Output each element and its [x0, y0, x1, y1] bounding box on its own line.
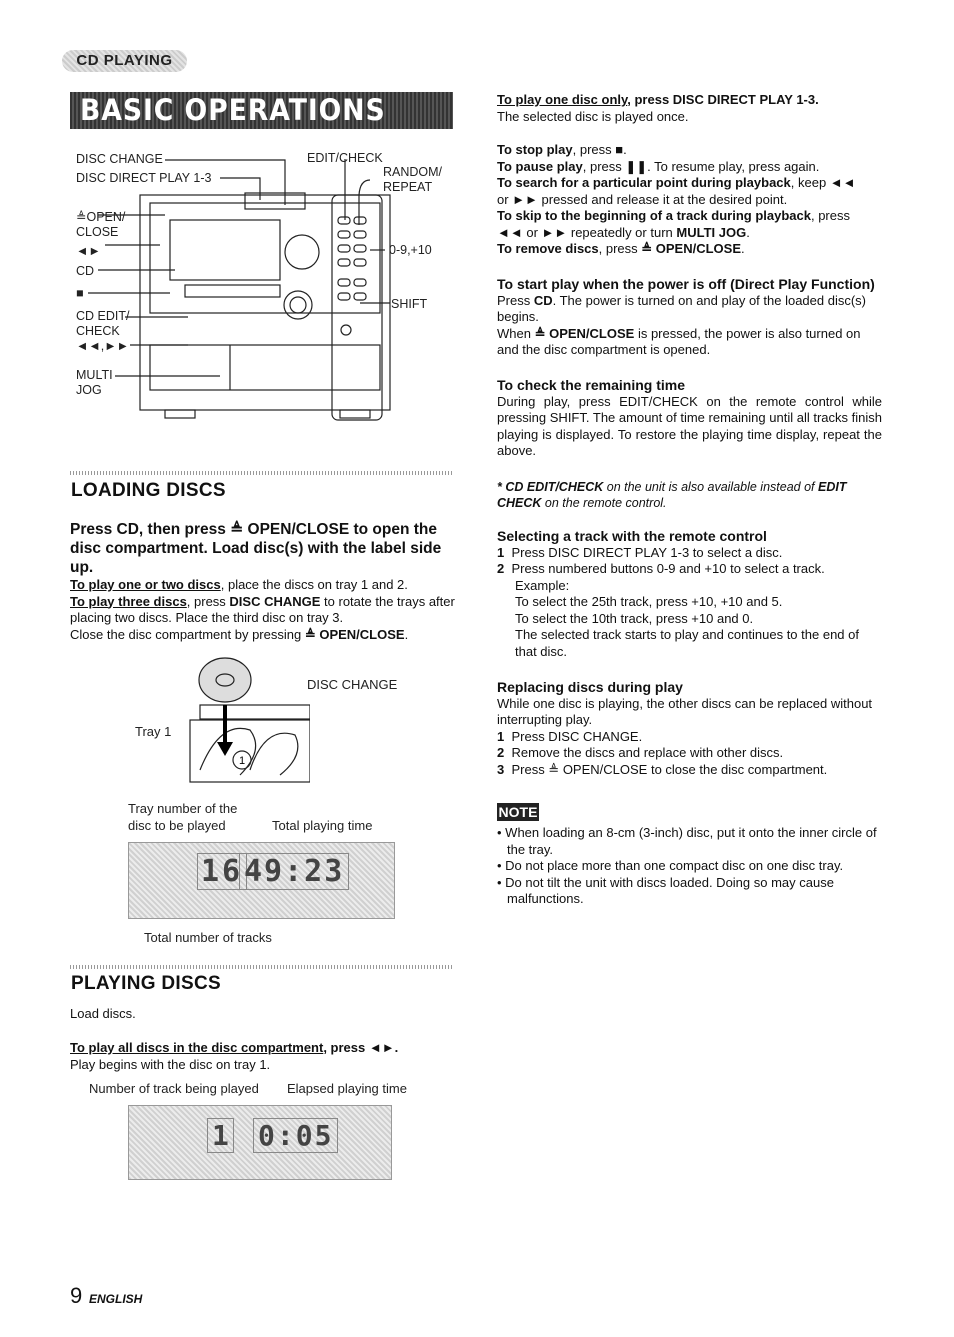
label-shift: SHIFT [391, 297, 428, 311]
replace-section [497, 679, 882, 778]
note-item: • Do not place more than one compact disc on one disc tray. [497, 858, 844, 873]
remote-buttons [338, 217, 366, 335]
note-1-text: When loading an 8-cm (3-inch) disc, put it onto the inner circle of the tray. [505, 825, 877, 857]
stop-play [497, 142, 882, 159]
remove-rest: , press [598, 241, 642, 256]
search-bold: To search for a particular point during playback [497, 175, 791, 190]
direct-p2a: When [497, 325, 535, 341]
footnote-b: on the unit is also available instead of [603, 480, 818, 494]
disp1-label-total-time: Total playing time [272, 818, 373, 833]
footnote-d: on the remote control. [541, 496, 667, 510]
replace-step-2: 2 Remove the discs and replace with other discs. [497, 745, 784, 760]
skip-track [497, 208, 882, 241]
section-tag: CD PLAYING [62, 50, 187, 72]
display-total-time: 49:23 [239, 853, 349, 890]
skip-rest2b: MULTI JOG [676, 224, 747, 240]
loading-p1-rest: , place the discs on tray 1 and 2. [220, 577, 408, 592]
play-one-underlined: To play one disc only [497, 92, 628, 107]
svg-text:1: 1 [239, 755, 246, 767]
replace-step-3: 3 Press ≜ OPEN/CLOSE to close the disc compartment. [497, 761, 828, 777]
tray-label-disc-change: DISC CHANGE [307, 677, 398, 692]
right-column [497, 92, 882, 258]
disc-icon [199, 658, 251, 702]
footnote-c: EDIT CHECK [497, 480, 847, 510]
select-example: Example: [515, 577, 570, 593]
play-one-rest: , press DISC DIRECT PLAY 1-3. [627, 92, 819, 107]
remove-bold2: ≜ OPEN/CLOSE [641, 241, 742, 256]
playing-begins: Play begins with the disc on tray 1. [70, 1057, 271, 1072]
select-example-3: The selected track starts to play and continues to the end of that disc. [515, 627, 859, 659]
disp1-label-total-tracks: Total number of tracks [144, 930, 272, 945]
heading-playing-discs: PLAYING DISCS [71, 973, 221, 994]
divider [70, 965, 453, 969]
label-random-repeat: RANDOM/ REPEAT [383, 165, 443, 194]
label-disc-direct: DISC DIRECT PLAY 1-3 [76, 171, 212, 185]
select-step-1: 1 Press DISC DIRECT PLAY 1-3 to select a disc. [497, 544, 783, 560]
select-step-2-text: Press numbered buttons 0-9 and +10 to select a track. [511, 561, 825, 576]
label-cd: CD [76, 264, 95, 278]
pause-play [497, 159, 882, 176]
select-example-2: To select the 10th track, press +10 and 0. [515, 610, 754, 626]
skip-rest2c: . [746, 224, 750, 240]
notes-list [497, 825, 882, 908]
direct-p2c: is pressed, the power is also turned on and the disc compartment is opened. [497, 325, 861, 357]
stop-play-bold: To stop play [497, 142, 573, 157]
disp2-label-track: Number of track being played [89, 1081, 259, 1096]
remove-discs [497, 241, 882, 258]
direct-p1a: Press [497, 292, 534, 308]
playing-all-discs [70, 1040, 455, 1057]
display-playing [128, 1105, 392, 1180]
disp2-label-elapsed: Elapsed playing time [287, 1081, 407, 1096]
label-cd-edit: CD EDIT/ CHECK [76, 309, 130, 338]
loading-p2-a: , press [186, 593, 230, 609]
direct-heading: To start play when the power is off (Direct Play Function) [497, 276, 875, 292]
loading-text [70, 577, 455, 643]
play-one-disc [497, 92, 882, 109]
label-num-buttons: 0-9,+10 [389, 243, 432, 257]
remote-control [332, 195, 382, 420]
label-stop: ■ [76, 286, 84, 300]
search-rest2: or ►► pressed and release it at the desired point. [497, 191, 788, 207]
playing-all-underlined: To play all discs in the disc compartment [70, 1040, 324, 1055]
stop-play-rest: , press ■. [572, 142, 627, 157]
loading-lead: Press CD, then press ≜ OPEN/CLOSE to open the disc compartment. Load disc(s) with the label side up. [70, 521, 442, 576]
tray-illustration [170, 650, 310, 790]
page-language: ENGLISH [89, 1292, 143, 1306]
label-disc-change: DISC CHANGE [76, 152, 163, 166]
note-2-text: Do not place more than one compact disc on one disc tray. [505, 858, 844, 873]
direct-play-section [497, 276, 882, 359]
select-heading: Selecting a track with the remote control [497, 528, 767, 544]
loading-p2-b: to rotate the trays after placing two discs. Place the third disc on tray 3. [70, 593, 455, 625]
loading-p3-c: . [404, 626, 409, 642]
replace-step-1: 1 Press DISC CHANGE. [497, 728, 643, 744]
skip-rest2a: ◄◄ or ►► repeatedly or turn [497, 224, 677, 240]
remaining-section [497, 377, 882, 460]
select-track-section [497, 528, 882, 660]
replace-step-3-text: Press ≜ OPEN/CLOSE to close the disc compartment. [511, 761, 828, 777]
replace-text: While one disc is playing, the other discs can be replaced without interrupting play. [497, 695, 873, 727]
playing-load: Load discs. [70, 1006, 136, 1021]
note-item: • Do not tilt the unit with discs loaded. Doing so may cause malfunctions. [497, 874, 834, 906]
down-arrow-icon [217, 742, 233, 756]
loading-p2-bold: DISC CHANGE [229, 593, 321, 609]
search-point [497, 175, 882, 208]
page-number: 9 [70, 1283, 83, 1308]
remaining-text: During play, press EDIT/CHECK on the remote control while pressing SHIFT. The amount of time remaining until all tracks finish playing is displayed. To restore the playing time display, repeat the above. [497, 393, 882, 458]
page-title: BASIC OPERATIONS [80, 93, 386, 127]
skip-bold: To skip to the beginning of a track during playback [497, 208, 811, 223]
label-play: ◄► [76, 244, 101, 258]
play-one-desc: The selected disc is played once. [497, 108, 689, 124]
playing-all-rest: , press ◄►. [323, 1040, 399, 1055]
loading-p1-underlined: To play one or two discs [70, 577, 221, 592]
note-item: • When loading an 8-cm (3-inch) disc, put it onto the inner circle of the tray. [497, 825, 877, 857]
divider [70, 471, 453, 475]
disp1-label-tray: Tray number of the disc to be played [128, 801, 238, 833]
tray-label-tray1: Tray 1 [135, 724, 172, 739]
footnote [497, 479, 882, 511]
replace-step-1-text: Press DISC CHANGE. [511, 728, 643, 744]
select-example-1: To select the 25th track, press +10, +10 and 5. [515, 594, 783, 609]
unit-body [140, 195, 390, 410]
select-step-1-text: Press DISC DIRECT PLAY 1-3 to select a disc. [511, 544, 783, 560]
display-total-tracks: 16 [197, 853, 247, 890]
display-total [128, 842, 395, 919]
direct-p2 [497, 326, 882, 359]
label-skip: ◄◄,►► [76, 339, 129, 353]
label-open-close: ≜OPEN/ CLOSE [76, 210, 126, 239]
footnote-a: * CD EDIT/CHECK [497, 480, 604, 494]
replace-step-2-text: Remove the discs and replace with other discs. [511, 745, 784, 760]
display-elapsed: 0:05 [253, 1118, 338, 1153]
display-track: 1 [207, 1118, 234, 1153]
direct-p1 [497, 293, 882, 326]
loading-p3-a: Close the disc compartment by pressing [70, 626, 305, 642]
search-rest: , keep ◄◄ [790, 175, 856, 190]
skip-rest: , press [810, 208, 850, 223]
loading-p2-underlined: To play three discs [70, 593, 187, 609]
pause-play-rest: , press ❚❚. To resume play, press again. [582, 158, 820, 174]
note-badge: NOTE [498, 804, 538, 820]
direct-p1c: . The power is turned on and play of the loaded disc(s) begins. [497, 292, 867, 324]
label-edit-check: EDIT/CHECK [307, 151, 383, 165]
heading-loading-discs: LOADING DISCS [71, 480, 226, 501]
pause-play-bold: To pause play [497, 158, 583, 174]
replace-heading: Replacing discs during play [497, 679, 683, 695]
loading-p3-b: ≜ OPEN/CLOSE [304, 626, 405, 642]
direct-p2b: ≜ OPEN/CLOSE [534, 325, 635, 341]
remaining-heading: To check the remaining time [497, 377, 686, 393]
remove-bold: To remove discs [497, 241, 599, 256]
remove-rest2: . [741, 241, 745, 256]
select-step-2: 2 Press numbered buttons 0-9 and +10 to select a track. [497, 561, 825, 576]
label-multi-jog: MULTI JOG [76, 368, 113, 397]
direct-p1b: CD [533, 292, 553, 308]
note-3-text: Do not tilt the unit with discs loaded. Doing so may cause malfunctions. [505, 874, 834, 906]
